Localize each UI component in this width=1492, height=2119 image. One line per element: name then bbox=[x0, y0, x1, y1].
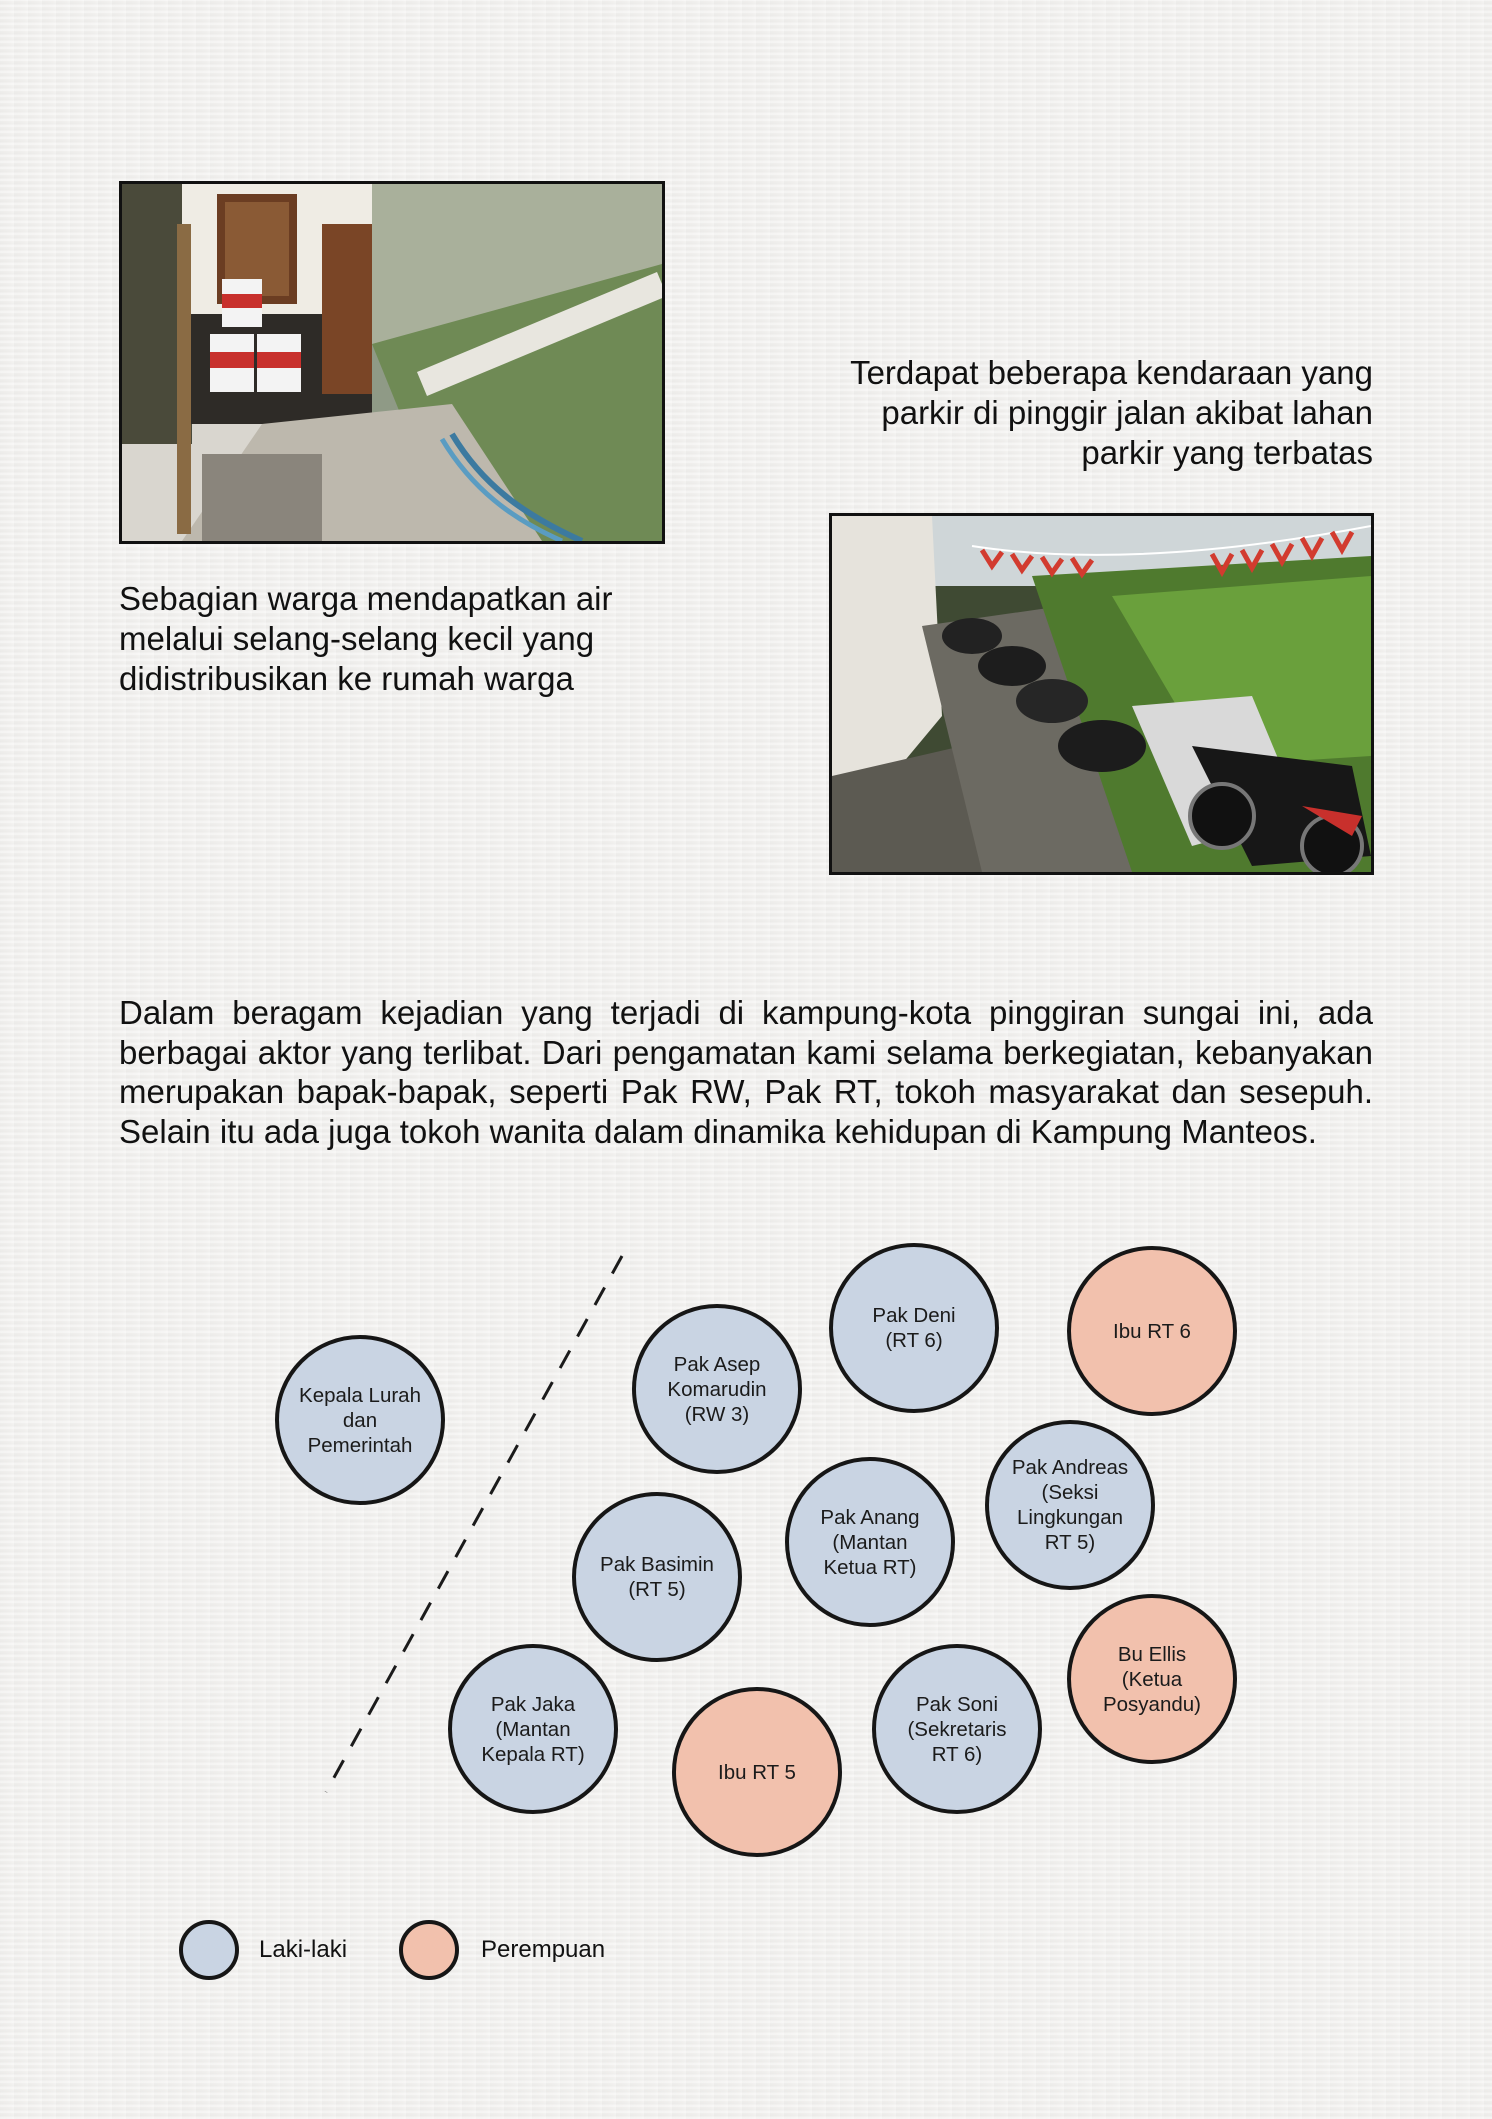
actor-label: Pemerintah bbox=[307, 1433, 413, 1457]
actor-label: Posyandu) bbox=[1102, 1692, 1201, 1716]
actor-label: Ibu RT 5 bbox=[718, 1760, 796, 1784]
water-caption bbox=[119, 579, 679, 699]
actor-label: Pak Soni bbox=[915, 1692, 999, 1716]
actor-label: (Mantan bbox=[495, 1717, 571, 1741]
actor-ibu-rt-6 bbox=[1067, 1246, 1237, 1416]
actor-label: dan bbox=[342, 1408, 378, 1432]
actor-label: Bu Ellis bbox=[1117, 1642, 1187, 1666]
actor-diagram bbox=[0, 1230, 1492, 1990]
actor-pak-anang bbox=[785, 1457, 955, 1627]
actors-paragraph: Dalam beragam kejadian yang terjadi di kampung-kota pinggiran sungai ini, ada berbagai aktor yang terlibat. Dari pengamatan kami selama berkegiatan, kebanyakan merupakan bapak-bapak, seperti Pak RW, Pak RT, tokoh masyarakat dan sesepuh. Selain itu ada juga tokoh wanita dalam dinamika kehidupan di Kampung Manteos. bbox=[119, 994, 1373, 1150]
actor-label: (Seksi bbox=[1041, 1481, 1099, 1504]
actor-label: Lingkungan bbox=[1016, 1506, 1123, 1529]
legend-male-swatch bbox=[179, 1920, 239, 1980]
actor-label: Pak Basimin bbox=[600, 1553, 714, 1576]
water-hose-photo-illustration bbox=[122, 184, 662, 541]
water-hose-photo bbox=[119, 181, 665, 544]
actor-pak-jaka bbox=[448, 1644, 618, 1814]
parking-photo bbox=[829, 513, 1374, 875]
actor-label: Pak Deni bbox=[872, 1304, 956, 1327]
actor-pak-andreas bbox=[985, 1420, 1155, 1590]
actor-label: Ibu RT 6 bbox=[1113, 1319, 1191, 1343]
legend-female-label: Perempuan bbox=[481, 1936, 606, 1963]
legend-male-label: Laki-laki bbox=[259, 1936, 348, 1963]
actor-label: Kepala RT) bbox=[481, 1742, 585, 1766]
parking-photo-illustration bbox=[832, 516, 1371, 872]
actor-label: (Ketua bbox=[1121, 1667, 1183, 1691]
actor-label: (Sekretaris bbox=[907, 1717, 1007, 1741]
actor-label: Pak Asep bbox=[673, 1352, 761, 1376]
parking-caption-line: Terdapat beberapa kendaraan yang bbox=[850, 354, 1373, 391]
actor-label: Pak Andreas bbox=[1011, 1456, 1129, 1479]
parking-caption-line: parkir yang terbatas bbox=[1081, 434, 1373, 471]
actor-ibu-rt-5 bbox=[672, 1687, 842, 1857]
actor-bu-ellis bbox=[1067, 1594, 1237, 1764]
legend bbox=[177, 1920, 777, 1986]
actor-label: RT 6) bbox=[931, 1742, 983, 1766]
water-caption-line: didistribusikan ke rumah warga bbox=[119, 660, 574, 697]
actor-label: (RT 5) bbox=[628, 1578, 686, 1601]
water-caption-line: Sebagian warga mendapatkan air bbox=[119, 580, 613, 617]
parking-caption bbox=[813, 353, 1373, 473]
actor-pak-deni bbox=[829, 1243, 999, 1413]
water-caption-line: melalui selang-selang kecil yang bbox=[119, 620, 595, 657]
actor-pak-soni bbox=[872, 1644, 1042, 1814]
parking-caption-line: parkir di pinggir jalan akibat lahan bbox=[881, 394, 1373, 431]
actor-label: RT 5) bbox=[1044, 1531, 1096, 1554]
actor-label: Ketua RT) bbox=[823, 1555, 917, 1579]
actor-label: (Mantan bbox=[832, 1530, 908, 1554]
actor-pak-asep bbox=[632, 1304, 802, 1474]
actor-label: (RW 3) bbox=[684, 1402, 750, 1426]
actor-label: Kepala Lurah bbox=[299, 1383, 421, 1407]
actor-label: Pak Anang bbox=[820, 1505, 920, 1529]
actor-pak-basimin bbox=[572, 1492, 742, 1662]
legend-female-swatch bbox=[399, 1920, 459, 1980]
actor-label: (RT 6) bbox=[885, 1329, 943, 1352]
actor-kepala-lurah bbox=[275, 1335, 445, 1505]
actor-label: Komarudin bbox=[667, 1377, 767, 1401]
actor-label: Pak Jaka bbox=[490, 1692, 576, 1716]
